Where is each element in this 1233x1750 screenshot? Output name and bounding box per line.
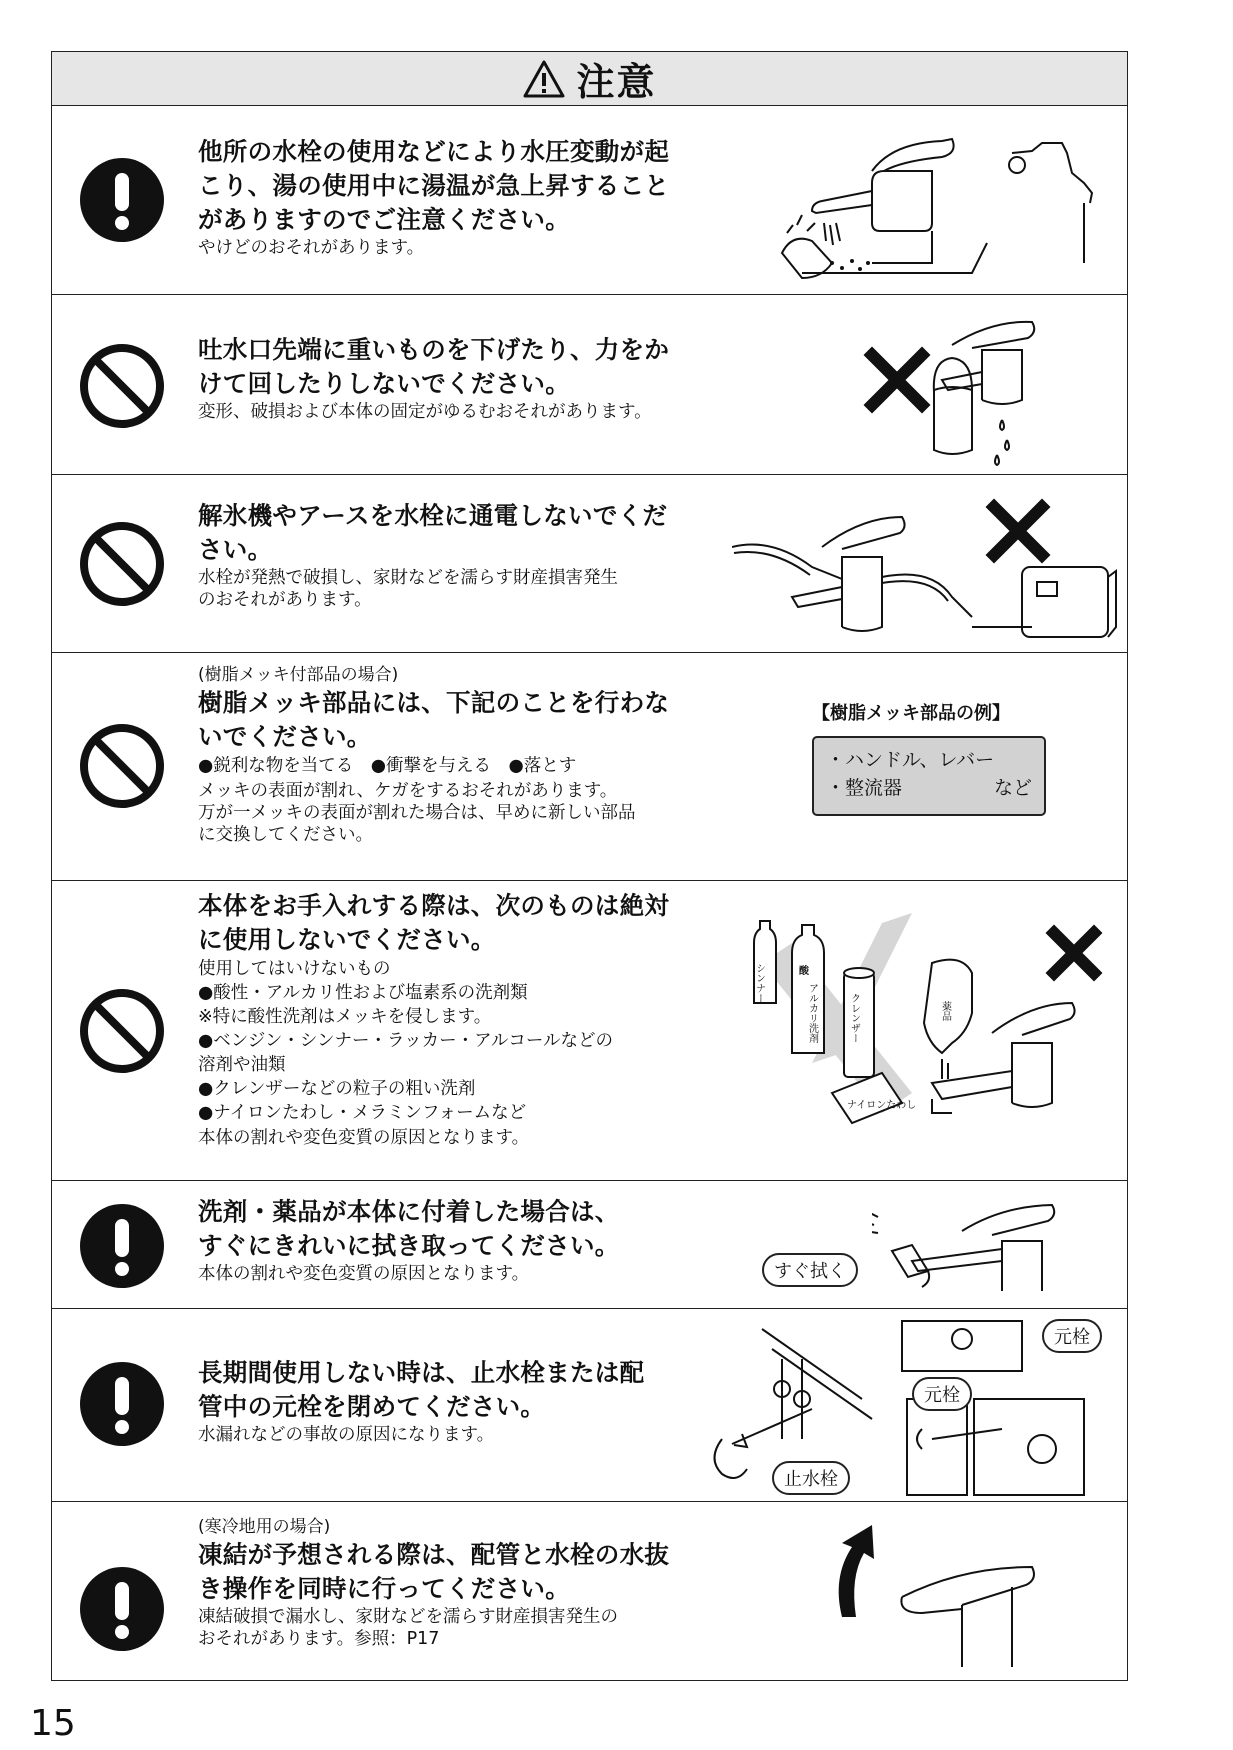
caution-row-3 <box>52 475 1127 653</box>
caution-row-5 <box>52 881 1127 1181</box>
caution-panel <box>51 51 1128 1681</box>
row5-lead: 使用してはいけないもの <box>198 959 391 979</box>
row5-bullet-3: ●クレンザーなどの粒子の粗い洗剤 <box>198 1079 476 1099</box>
row5-bullet-2: ●ベンジン・シンナー・ラッカー・アルコールなどの <box>198 1031 614 1051</box>
row5-main-1: 本体をお手入れする際は、次のものは絶対 <box>198 891 670 920</box>
label-alkali: アルカリ洗剤 <box>806 983 818 1043</box>
row4-main-1: 樹脂メッキ部品には、下記のことを行わな <box>198 688 670 717</box>
row7-main-1: 長期間使用しない時は、止水栓または配 <box>198 1358 645 1387</box>
caution-row-1 <box>52 105 1127 295</box>
mandatory-exclamation-icon <box>79 1203 165 1289</box>
row2-main-2: けて回したりしないでください。 <box>198 369 570 398</box>
caution-row-8 <box>52 1502 1127 1682</box>
row5-bullet-1-note: ※特に酸性洗剤はメッキを侵します。 <box>198 1007 492 1027</box>
plated-parts-examples-title: 【樹脂メッキ部品の例】 <box>812 703 1010 724</box>
row1-sub-1: やけどのおそれがあります。 <box>198 238 425 258</box>
example-handle-lever: ・ハンドル、レバー <box>826 749 995 771</box>
row5-bullet-4: ●ナイロンたわし・メラミンフォームなど <box>198 1103 527 1123</box>
row7-main-2: 管中の元栓を閉めてください。 <box>198 1392 546 1421</box>
label-cleanser: クレンザー <box>848 993 860 1043</box>
row5-bullet-1: ●酸性・アルカリ性および塩素系の洗剤類 <box>198 983 528 1003</box>
row3-main-2: さい。 <box>198 535 273 564</box>
prohibited-cleaners-illustration <box>732 903 1122 1175</box>
row3-sub-2: のおそれがあります。 <box>198 590 372 610</box>
wipe-immediately-label: すぐ拭く <box>762 1253 858 1287</box>
mandatory-exclamation-icon <box>79 1361 165 1447</box>
example-etc: など <box>993 777 1032 799</box>
wiping-faucet-illustration <box>872 1191 1112 1303</box>
plated-parts-examples-box <box>812 736 1046 816</box>
caution-row-4 <box>52 653 1127 881</box>
label-sponge: ナイロンたわし <box>847 1100 917 1111</box>
row4-bullets: ●鋭利な物を当てる ●衝撃を与える ●落とす <box>198 756 577 776</box>
row3-main-1: 解氷機やアースを水栓に通電しないでくだ <box>198 501 668 530</box>
row1-main-3: がありますのでご注意ください。 <box>198 205 570 234</box>
prohibited-icon <box>79 988 165 1074</box>
row4-main-2: いでください。 <box>198 722 372 751</box>
prohibited-icon <box>79 521 165 607</box>
lever-up-drain-illustration <box>812 1517 1082 1677</box>
caution-row-6 <box>52 1181 1127 1309</box>
example-aerator: ・整流器 <box>826 777 903 799</box>
label-thinner: シンナー <box>753 963 765 1003</box>
mandatory-exclamation-icon <box>79 1566 165 1652</box>
hot-water-faucet-illustration <box>772 113 1122 288</box>
heavy-bucket-faucet-illustration <box>852 310 1112 470</box>
mandatory-exclamation-icon <box>79 157 165 243</box>
prohibited-icon <box>79 343 165 429</box>
row4-sub-2: 万が一メッキの表面が割れた場合は、早めに新しい部品 <box>198 803 636 823</box>
caution-row-7 <box>52 1309 1127 1502</box>
row4-sub-1: メッキの表面が割れ、ケガをするおそれがあります。 <box>198 781 618 801</box>
label-acid: 酸 <box>796 965 808 975</box>
page-number: 15 <box>30 1703 76 1744</box>
row4-sub-3: に交換してください。 <box>198 825 373 845</box>
row2-main-1: 吐水口先端に重いものを下げたり、力をか <box>198 335 670 364</box>
prohibited-icon <box>79 723 165 809</box>
row5-bullet-2-cont: 溶剤や油類 <box>198 1055 286 1075</box>
row8-note: (寒冷地用の場合) <box>198 1517 331 1537</box>
shutoff-valve-label: 止水栓 <box>772 1461 850 1495</box>
row5-main-2: に使用しないでください。 <box>198 925 496 954</box>
row8-main-2: き操作を同時に行ってください。 <box>198 1574 570 1603</box>
caution-title: 注意 <box>576 60 657 104</box>
caution-header <box>52 52 1127 106</box>
row1-main-2: こり、湯の使用中に湯温が急上昇すること <box>198 171 670 200</box>
main-valve-label-2: 元栓 <box>912 1377 972 1411</box>
row8-sub-2: おそれがあります。参照：P17 <box>198 1629 440 1649</box>
caution-row-2 <box>52 295 1127 475</box>
row6-main-1: 洗剤・薬品が本体に付着した場合は、 <box>198 1197 620 1226</box>
row1-main-1: 他所の水栓の使用などにより水圧変動が起 <box>198 137 670 166</box>
main-valve-label-1: 元栓 <box>1042 1319 1102 1353</box>
thawing-machine-illustration <box>732 487 1122 647</box>
label-chemical: 薬品 <box>939 1001 951 1021</box>
row3-sub-1: 水栓が発熱で破損し、家財などを濡らす財産損害発生 <box>198 568 618 588</box>
warning-triangle-icon <box>522 59 566 99</box>
row6-sub-1: 本体の割れや変色変質の原因となります。 <box>198 1264 530 1284</box>
row2-sub-1: 変形、破損および本体の固定がゆるむおそれがあります。 <box>198 402 652 422</box>
row8-sub-1: 凍結破損で漏水し、家財などを濡らす財産損害発生の <box>198 1607 618 1627</box>
row5-sub-1: 本体の割れや変色変質の原因となります。 <box>198 1128 530 1148</box>
row7-sub-1: 水漏れなどの事故の原因になります。 <box>198 1425 495 1445</box>
row6-main-2: すぐにきれいに拭き取ってください。 <box>198 1231 620 1260</box>
row8-main-1: 凍結が予想される際は、配管と水栓の水抜 <box>198 1540 670 1569</box>
row4-note: (樹脂メッキ付部品の場合) <box>198 665 399 685</box>
